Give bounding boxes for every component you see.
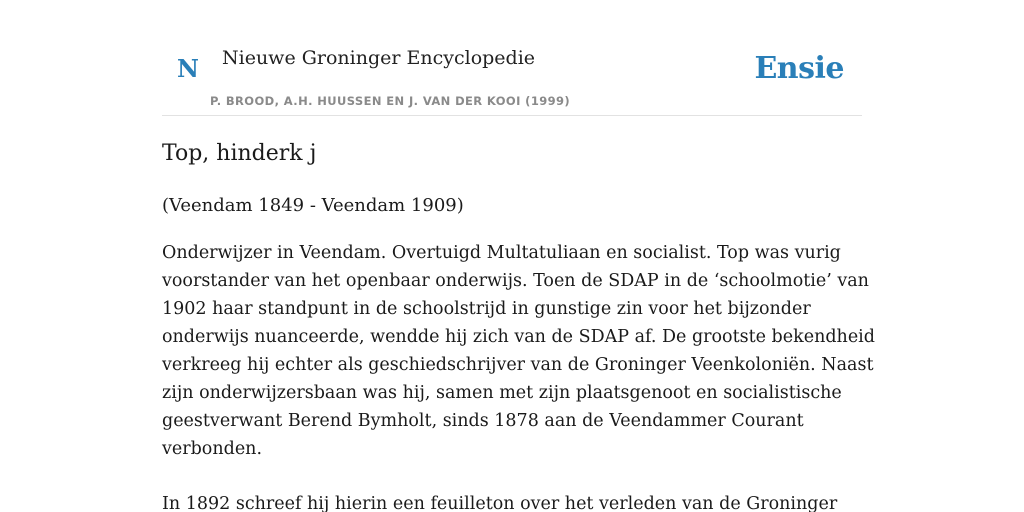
entry-dates: (Veendam 1849 - Veendam 1909) [162, 195, 464, 216]
entry-body [162, 239, 875, 512]
entry-paragraph-2 [162, 490, 862, 512]
paragraph-line: voorstander van het openbaar onderwijs. Toen de SDAP in de ‘schoolmotie’ van [162, 271, 869, 291]
article-page [162, 0, 875, 512]
publication-authors: P. BROOD, A.H. HUUSSEN EN J. VAN DER KOOI (1999) [210, 94, 571, 108]
publication-header [162, 0, 862, 116]
paragraph-line: verbonden. [162, 439, 263, 459]
entry-paragraph-1 [162, 239, 875, 463]
brand-logo[interactable]: Ensie [754, 51, 844, 86]
publication-logo[interactable]: N [177, 54, 199, 83]
paragraph-line: Onderwijzer in Veendam. Overtuigd Multatuliaan en socialist. Top was vurig [162, 243, 841, 263]
paragraph-line: onderwijs nuanceerde, wendde hij zich van de SDAP af. De grootste bekendheid [162, 327, 875, 347]
paragraph-line: verkreeg hij echter als geschiedschrijver van de Groninger Veenkoloniën. Naast [162, 355, 874, 375]
paragraph-line: geestverwant Berend Bymholt, sinds 1878 aan de Veendammer Courant [162, 411, 804, 431]
paragraph-line: In 1892 schreef hij hierin een feuilleton over het verleden van de Groninger [162, 494, 838, 512]
paragraph-line: 1902 haar standpunt in de schoolstrijd in gunstige zin voor het bijzonder [162, 299, 811, 319]
entry-title: Top, hinderk j [162, 141, 317, 166]
publication-title[interactable]: Nieuwe Groninger Encyclopedie [222, 47, 536, 69]
paragraph-line: zijn onderwijzersbaan was hij, samen met zijn plaatsgenoot en socialistische [162, 383, 842, 403]
